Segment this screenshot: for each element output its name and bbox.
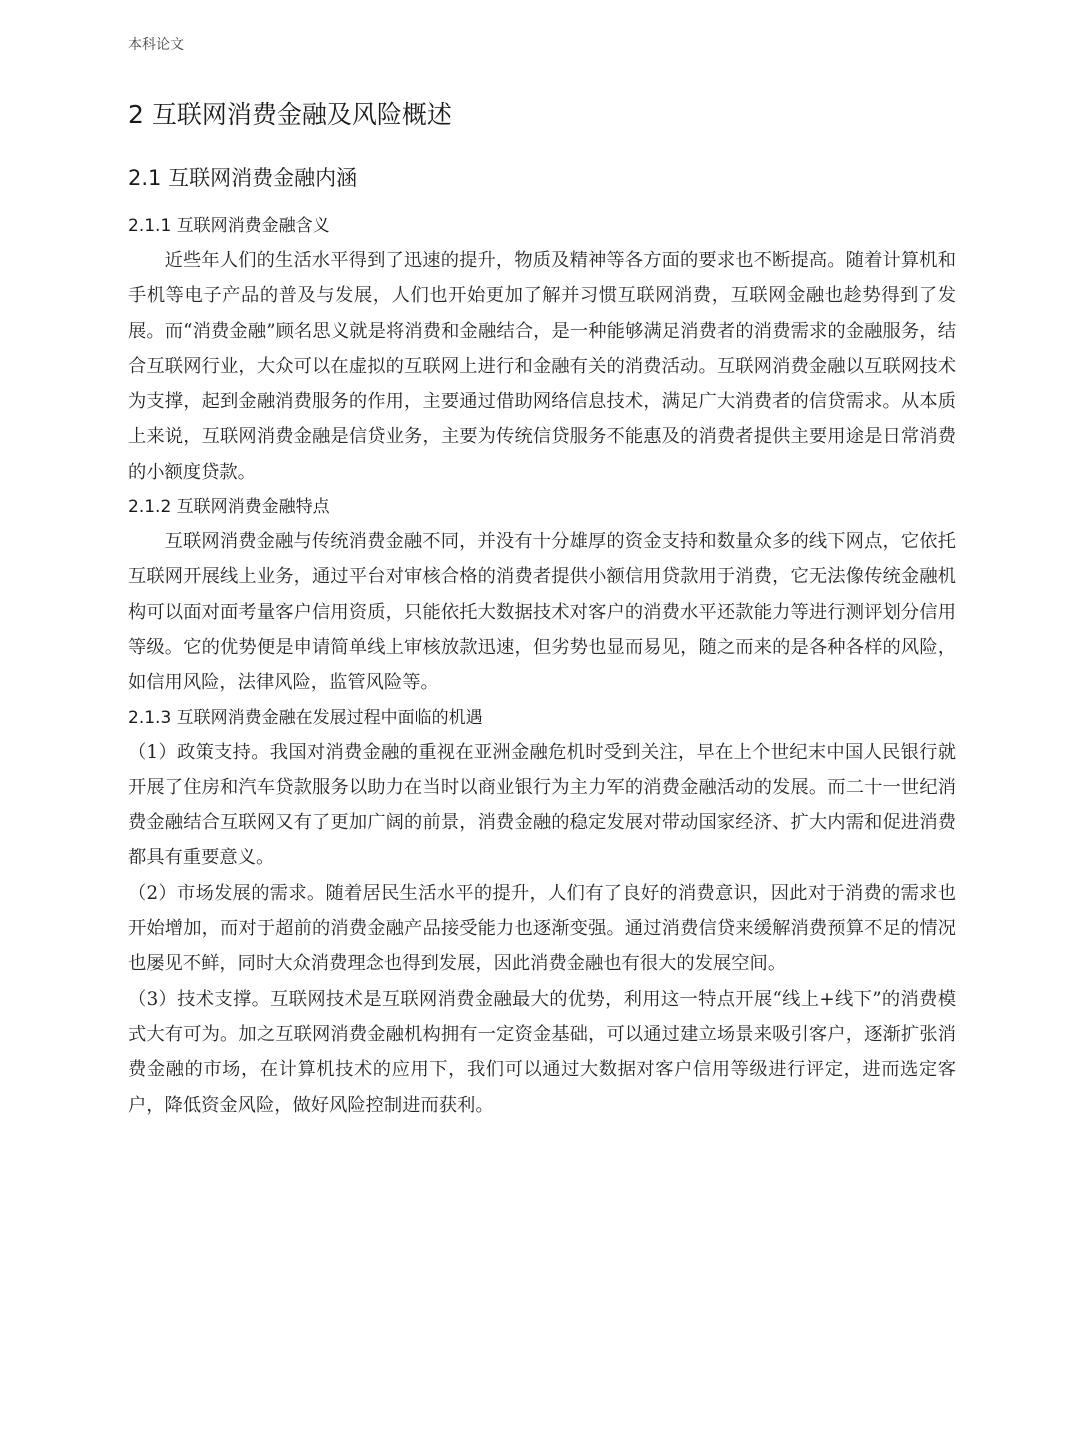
paragraph-characteristics: 互联网消费金融与传统消费金融不同，并没有十分雄厚的资金支持和数量众多的线下网点，它依托互联网开展线上业务，通过平台对审核合格的消费者提供小额信用贷款用于消费，它无法像传统金融机构可以面对面考量客户信用资质，只能依托大数据技术对客户的消费水平还款能力等进行测评划分信用等级。它的优势便是申请简单线上审核放款迅速，但劣势也显而易见，随之而来的是各种各样的风险，如信用风险，法律风险，监管风险等。 [128,531,956,694]
subsection-heading-2-1-1: 2.1.1 互联网消费金融含义 [128,216,330,236]
subsection-heading-2-1-3: 2.1.3 互联网消费金融在发展过程中面临的机遇 [128,707,483,728]
subsection-heading-2-1-2: 2.1.2 互联网消费金融特点 [128,497,330,518]
list-item-market-demand: （2）市场发展的需求。随着居民生活水平的提升，人们有了良好的消费意识，因此对于消费的需求也开始增加，而对于超前的消费金融产品接受能力也逐渐变强。通过消费信贷来缓解消费预算不足的情况也屡见不鲜，同时大众消费理念也得到发展，因此消费金融也有很大的发展空间。 [128,882,956,975]
list-item-technology-support: （3）技术支撑。互联网技术是互联网消费金融最大的优势，利用这一特点开展“线上+线下”的消费模式大有可为。加之互联网消费金融机构拥有一定资金基础，可以通过建立场景来吸引客户，逐渐扩张消费金融的市场，在计算机技术的应用下，我们可以通过大数据对客户信用等级进行评定，进而选定客户，降低资金风险，做好风险控制进而获利。 [128,988,956,1116]
chapter-heading: 2 互联网消费金融及风险概述 [128,100,452,129]
page-content [128,95,956,1123]
section-heading: 2.1 互联网消费金融内涵 [128,166,358,190]
running-header: 本科论文 [128,37,184,53]
paragraph-definition: 近些年人们的生活水平得到了迅速的提升，物质及精神等各方面的要求也不断提高。随着计算机和手机等电子产品的普及与发展，人们也开始更加了解并习惯互联网消费，互联网金融也趁势得到了发展。而“消费金融”顾名思义就是将消费和金融结合，是一种能够满足消费者的消费需求的金融服务，结合互联网行业，大众可以在虚拟的互联网上进行和金融有关的消费活动。互联网消费金融以互联网技术为支撑，起到金融消费服务的作用，主要通过借助网络信息技术，满足广大消费者的信贷需求。从本质上来说，互联网消费金融是信贷业务，主要为传统信贷服务不能惠及的消费者提供主要用途是日常消费的小额度贷款。 [128,250,956,483]
list-item-policy-support: （1）政策支持。我国对消费金融的重视在亚洲金融危机时受到关注，早在上个世纪末中国人民银行就开展了住房和汽车贷款服务以助力在当时以商业银行为主力军的消费金融活动的发展。而二十一世纪消费金融结合互联网又有了更加广阔的前景，消费金融的稳定发展对带动国家经济、扩大内需和促进消费都具有重要意义。 [128,741,956,869]
